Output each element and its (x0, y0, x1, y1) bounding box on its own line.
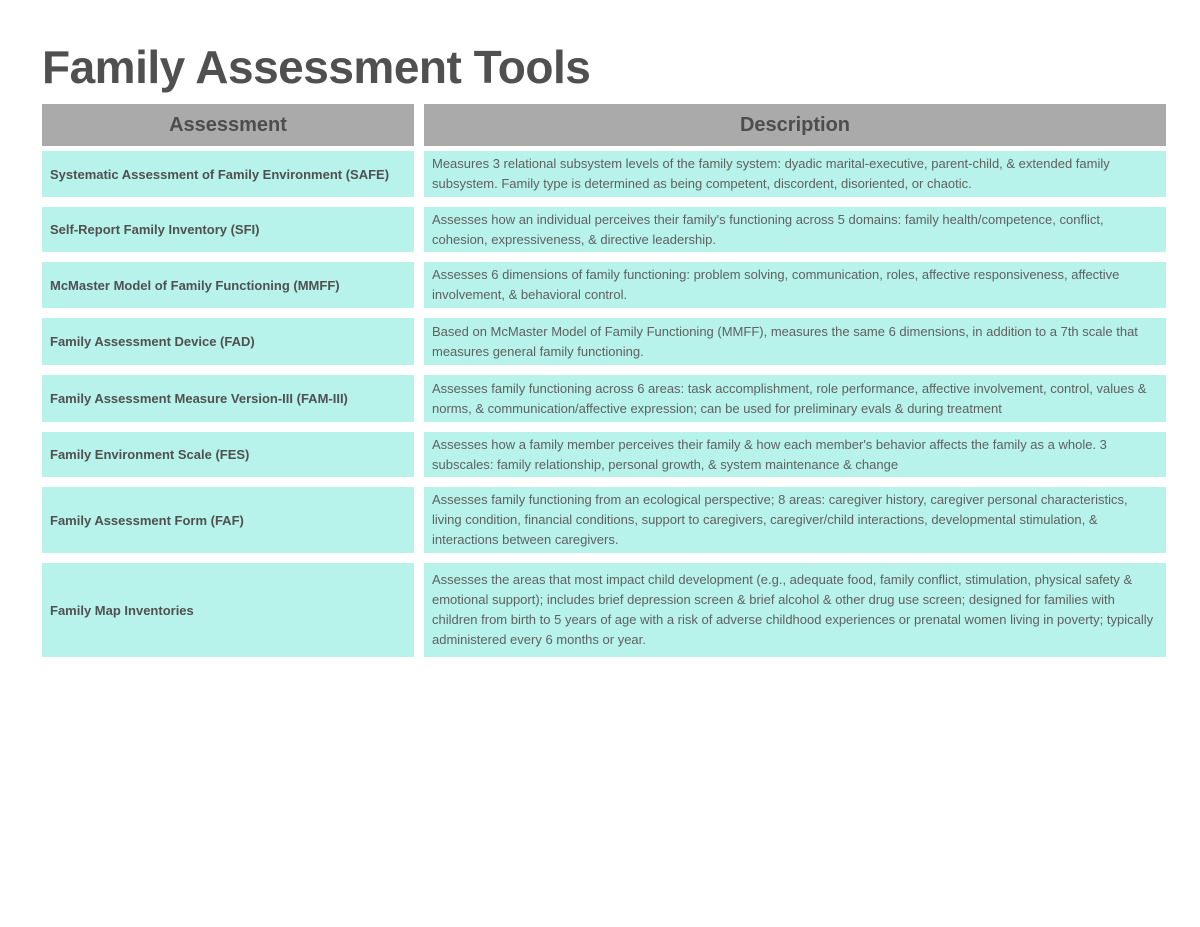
description-column-header: Description (424, 104, 1166, 146)
assessment-name: Family Assessment Measure Version-III (FAM-III) (42, 375, 414, 422)
assessment-table (42, 104, 1166, 667)
table-row (42, 487, 1166, 553)
table-row (42, 318, 1166, 365)
table-row (42, 375, 1166, 422)
page-title: Family Assessment Tools (42, 41, 591, 93)
table-row (42, 151, 1166, 197)
assessment-name: Family Map Inventories (42, 563, 414, 657)
assessment-name: Self-Report Family Inventory (SFI) (42, 207, 414, 252)
assessment-name: Systematic Assessment of Family Environment (SAFE) (42, 151, 414, 197)
assessment-description: Assesses family functioning from an ecological perspective; 8 areas: caregiver history, caregiver personal characteristics, living condition, financial conditions, support to caregivers, caregiver/child interactions, developmental stimulation, & interactions between caregivers. (424, 487, 1166, 553)
assessment-description: Measures 3 relational subsystem levels of the family system: dyadic marital-executive, parent-child, & extended family subsystem. Family type is determined as being competent, discordent, disoriented, or chaotic. (424, 151, 1166, 197)
assessment-description: Assesses how a family member perceives their family & how each member's behavior affects the family as a whole. 3 subscales: family relationship, personal growth, & system maintenance & change (424, 432, 1166, 477)
assessment-name: Family Assessment Form (FAF) (42, 487, 414, 553)
table-row (42, 432, 1166, 477)
assessment-name: McMaster Model of Family Functioning (MMFF) (42, 262, 414, 308)
table-header-row (42, 104, 1166, 146)
assessment-description: Based on McMaster Model of Family Functioning (MMFF), measures the same 6 dimensions, in addition to a 7th scale that measures general family functioning. (424, 318, 1166, 365)
assessment-description: Assesses family functioning across 6 areas: task accomplishment, role performance, affective involvement, control, values & norms, & communication/affective expression; can be used for preliminary evals & during treatment (424, 375, 1166, 422)
assessment-description: Assesses the areas that most impact child development (e.g., adequate food, family conflict, stimulation, physical safety & emotional support); includes brief depression screen & brief alcohol & other drug use screen; designed for families with children from birth to 5 years of age with a risk of adverse childhood experiences or prenatal women living in poverty; typically administered every 6 months or year. (424, 563, 1166, 657)
assessment-column-header: Assessment (42, 104, 414, 146)
table-row (42, 262, 1166, 308)
table-row (42, 563, 1166, 657)
table-row (42, 207, 1166, 252)
assessment-name: Family Assessment Device (FAD) (42, 318, 414, 365)
assessment-description: Assesses 6 dimensions of family functioning: problem solving, communication, roles, affective responsiveness, affective involvement, & behavioral control. (424, 262, 1166, 308)
assessment-name: Family Environment Scale (FES) (42, 432, 414, 477)
assessment-description: Assesses how an individual perceives their family's functioning across 5 domains: family health/competence, conflict, cohesion, expressiveness, & directive leadership. (424, 207, 1166, 252)
